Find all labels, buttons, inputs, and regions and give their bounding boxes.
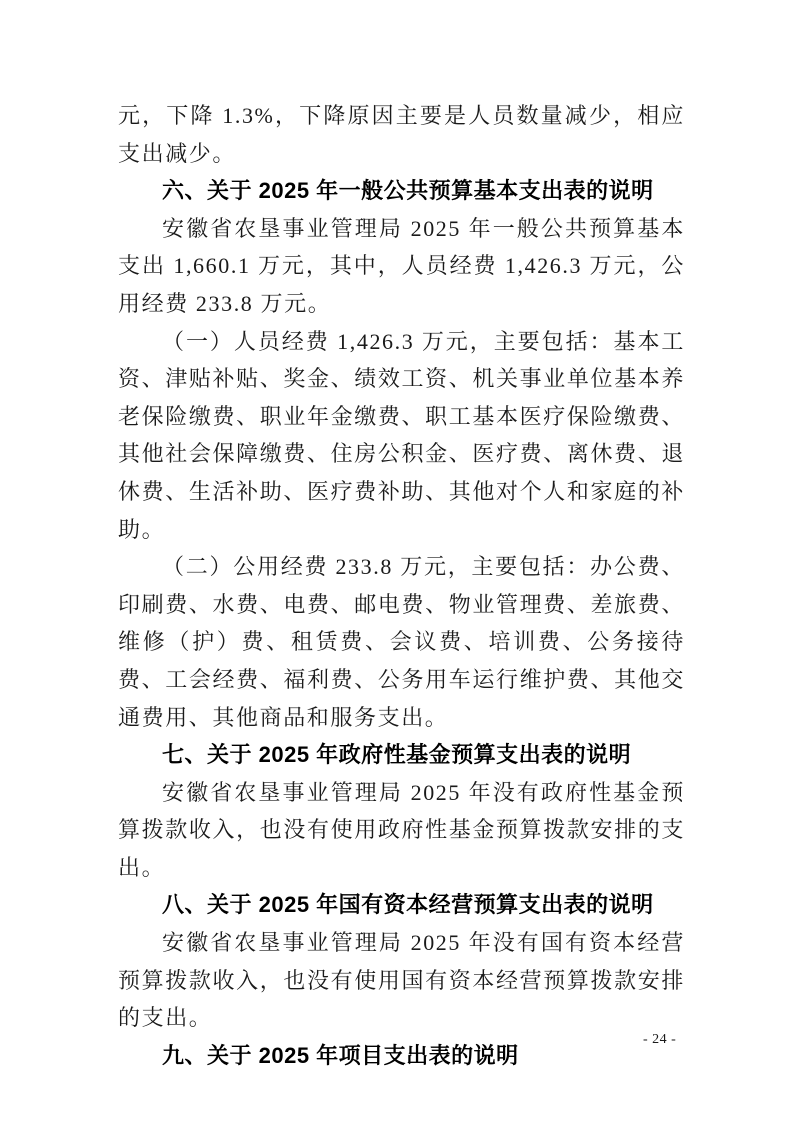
paragraph-public-expense-detail: （二）公用经费 233.8 万元，主要包括：办公费、印刷费、水费、电费、邮电费、物业管理费、差旅费、维修（护）费、租赁费、会议费、培训费、公务接待费、工会经费、福利费、公务用车运行维护费、其他交通费用、其他商品和服务支出。 [118,554,685,730]
paragraph-personnel-expense-detail: （一）人员经费 1,426.3 万元，主要包括：基本工资、津贴补贴、奖金、绩效工资、机关事业单位基本养老保险缴费、职业年金缴费、职工基本医疗保险缴费、其他社会保障缴费、住房公积金、医疗费、离休费、退休费、生活补助、医疗费补助、其他对个人和家庭的补助。 [118,328,685,542]
paragraph-state-capital-none: 安徽省农垦事业管理局 2025 年没有国有资本经营预算拨款收入，也没有使用国有资本经营预算拨款安排的支出。 [118,930,685,1031]
heading-section-9-project-expenditure: 九、关于 2025 年项目支出表的说明 [162,1042,519,1068]
paragraph-continuation-expense-decrease: 元，下降 1.3%，下降原因主要是人员数量减少，相应支出减少。 [118,103,685,166]
heading-section-8-state-capital: 八、关于 2025 年国有资本经营预算支出表的说明 [162,892,654,918]
heading-section-7-government-fund: 七、关于 2025 年政府性基金预算支出表的说明 [162,742,632,768]
paragraph-government-fund-none: 安徽省农垦事业管理局 2025 年没有政府性基金预算拨款收入，也没有使用政府性基金预算拨款安排的支出。 [118,779,685,880]
document-body [118,97,685,1074]
heading-section-6-basic-expenditure: 六、关于 2025 年一般公共预算基本支出表的说明 [162,178,654,204]
page-number: - 24 - [643,1032,677,1047]
paragraph-basic-expenditure-total: 安徽省农垦事业管理局 2025 年一般公共预算基本支出 1,660.1 万元，其中，人员经费 1,426.3 万元，公用经费 233.8 万元。 [118,215,685,316]
